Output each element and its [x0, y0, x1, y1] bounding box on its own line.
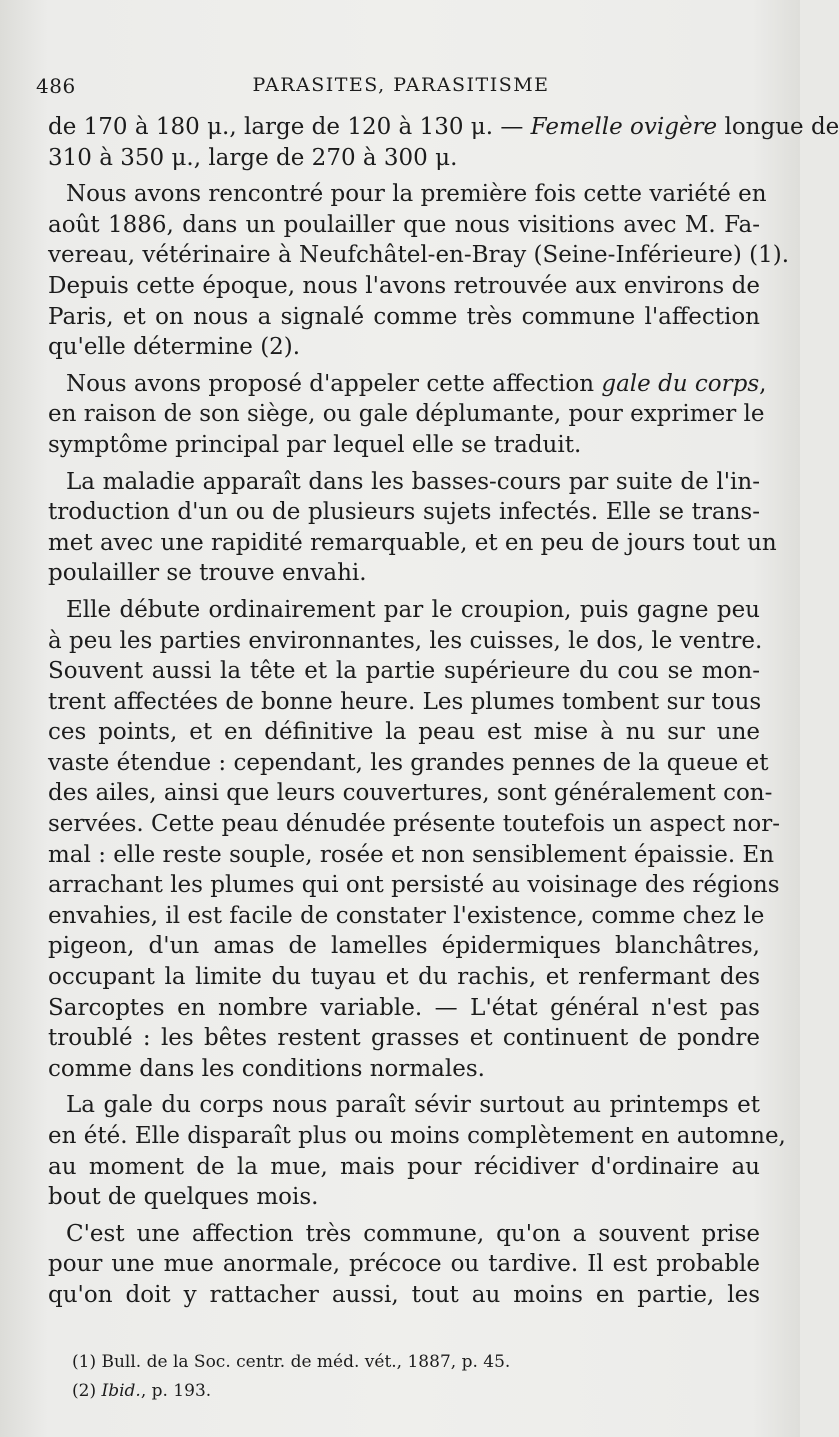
text-run: Nous avons rencontré pour la première fois cette variété en — [66, 181, 767, 208]
text-run: occupant la limite du tuyau et du rachis, et renfermant des — [48, 964, 760, 991]
text-run: (1) Bull. de la Soc. centr. de méd. vét., 1887, p. 45. — [72, 1352, 511, 1372]
text-run: ces points, et en définitive la peau est mise à nu sur une — [48, 719, 760, 746]
text-run: Nous avons proposé d'appeler cette affection — [66, 370, 602, 397]
text-line — [48, 1152, 760, 1183]
text-line — [48, 467, 760, 498]
text-run: pour une mue anormale, précoce ou tardive. Il est probable — [48, 1251, 760, 1278]
text-run: , — [759, 370, 767, 397]
text-line — [48, 595, 760, 626]
text-run: Depuis cette époque, nous l'avons retrouvée aux environs de — [48, 272, 760, 299]
text-line — [48, 179, 767, 210]
italic-run: Ibid. — [101, 1381, 141, 1401]
text-run: Elle débute ordinairement par le croupion, puis gagne peu — [66, 596, 760, 623]
text-line — [48, 1249, 760, 1280]
footnote — [72, 1377, 672, 1406]
text-run: Souvent aussi la tête et la partie supérieure du cou se mon- — [48, 658, 760, 685]
text-run: met avec une rapidité remarquable, et en peu de jours tout un — [48, 529, 777, 556]
italic-run: Femelle ovigère — [530, 114, 718, 140]
text-run: La maladie apparaît dans les basses-cours par suite de l'in- — [66, 468, 760, 495]
paragraph — [48, 595, 781, 1085]
text-line — [48, 809, 781, 840]
text-run: bout de quelques mois. — [48, 1184, 319, 1211]
text-line — [48, 1054, 760, 1085]
paragraph — [48, 467, 777, 589]
text-run: poulailler se trouve envahi. — [48, 560, 367, 587]
text-run: de 170 à 180 μ., large de 120 à 130 μ. — — [48, 114, 531, 140]
text-line — [48, 430, 760, 461]
text-run: La gale du corps nous paraît sévir surtout au printemps et — [66, 1092, 760, 1119]
text-run: à peu les parties environnantes, les cuisses, le dos, le ventre. — [48, 627, 763, 654]
text-line — [48, 1121, 786, 1152]
text-run: mal : elle reste souple, rosée et non sensiblement épaissie. En — [48, 841, 775, 868]
text-run: envahies, il est facile de constater l'existence, comme chez le — [48, 902, 765, 929]
text-run: août 1886, dans un poulailler que nous visitions avec M. Fa- — [48, 211, 760, 238]
text-line — [48, 778, 773, 809]
paragraph — [48, 369, 767, 461]
text-line — [48, 302, 760, 333]
text-run: symptôme principal par lequel elle se traduit. — [48, 431, 582, 458]
running-title: PARASITES, PARASITISME — [252, 74, 550, 96]
text-line — [48, 717, 760, 748]
text-run: en raison de son siège, ou gale déplumante, pour exprimer le — [48, 401, 765, 428]
text-run: troublé : les bêtes restent grasses et continuent de pondre — [48, 1025, 760, 1052]
text-run: pigeon, d'un amas de lamelles épidermiques blanchâtres, — [48, 933, 760, 960]
body-text — [48, 112, 839, 1311]
text-run: qu'on doit y rattacher aussi, tout au moins en partie, les — [48, 1281, 760, 1308]
paragraph — [48, 179, 790, 363]
text-run: trent affectées de bonne heure. Les plumes tombent sur tous — [48, 688, 762, 715]
text-run: Paris, et on nous a signalé comme très commune l'affection — [48, 303, 760, 330]
text-run: vereau, vétérinaire à Neufchâtel-en-Bray (Seine-Inférieure) (1). — [48, 242, 790, 269]
text-run: en été. Elle disparaît plus ou moins complètement en automne, — [48, 1123, 786, 1149]
text-line — [48, 528, 777, 559]
paragraph — [48, 1219, 760, 1311]
text-line — [48, 1280, 760, 1311]
text-line — [48, 210, 760, 241]
text-line — [48, 687, 760, 718]
text-run: qu'elle détermine (2). — [48, 334, 301, 361]
footnote — [72, 1348, 672, 1377]
text-run: troduction d'un ou de plusieurs sujets infectés. Elle se trans- — [48, 499, 760, 526]
page-header — [36, 74, 766, 104]
text-line — [48, 993, 760, 1024]
page-number: 486 — [36, 74, 76, 98]
text-run: C'est une affection très commune, qu'on a souvent prise — [66, 1220, 760, 1247]
text-line — [48, 626, 763, 657]
text-run: arrachant les plumes qui ont persisté au voisinage des régions — [48, 872, 780, 899]
text-line — [48, 497, 760, 528]
text-run: vaste étendue : cependant, les grandes pennes de la queue et — [48, 749, 769, 776]
text-run: comme dans les conditions normales. — [48, 1055, 485, 1082]
text-run: longue de — [717, 114, 839, 140]
text-line — [48, 399, 765, 430]
footnotes — [72, 1348, 672, 1406]
text-line — [48, 962, 760, 993]
text-line — [48, 369, 767, 400]
text-line — [48, 1182, 760, 1213]
text-run: 310 à 350 μ., large de 270 à 300 μ. — [48, 144, 458, 171]
text-run: (2) — [72, 1381, 102, 1401]
text-run: au moment de la mue, mais pour récidiver d'ordinaire au — [48, 1153, 760, 1180]
text-line — [48, 240, 790, 271]
text-line — [48, 748, 769, 779]
italic-run: gale du corps — [601, 370, 760, 397]
text-run: , p. 193. — [140, 1381, 212, 1401]
text-run: des ailes, ainsi que leurs couvertures, sont généralement con- — [48, 780, 773, 807]
text-line — [48, 112, 839, 143]
text-line — [48, 656, 760, 687]
text-line — [48, 332, 760, 363]
text-line — [48, 1023, 760, 1054]
text-line — [48, 271, 760, 302]
text-line — [48, 1090, 760, 1121]
text-line — [48, 558, 760, 589]
text-line — [48, 1219, 760, 1250]
text-line — [48, 143, 760, 174]
text-line — [48, 901, 765, 932]
text-line — [48, 870, 780, 901]
paragraph — [48, 1090, 786, 1212]
text-run: servées. Cette peau dénudée présente toutefois un aspect nor- — [48, 811, 781, 838]
text-run: Sarcoptes en nombre variable. — L'état général n'est pas — [48, 994, 760, 1021]
text-line — [48, 840, 775, 871]
text-line — [48, 931, 760, 962]
paragraph — [48, 112, 839, 173]
